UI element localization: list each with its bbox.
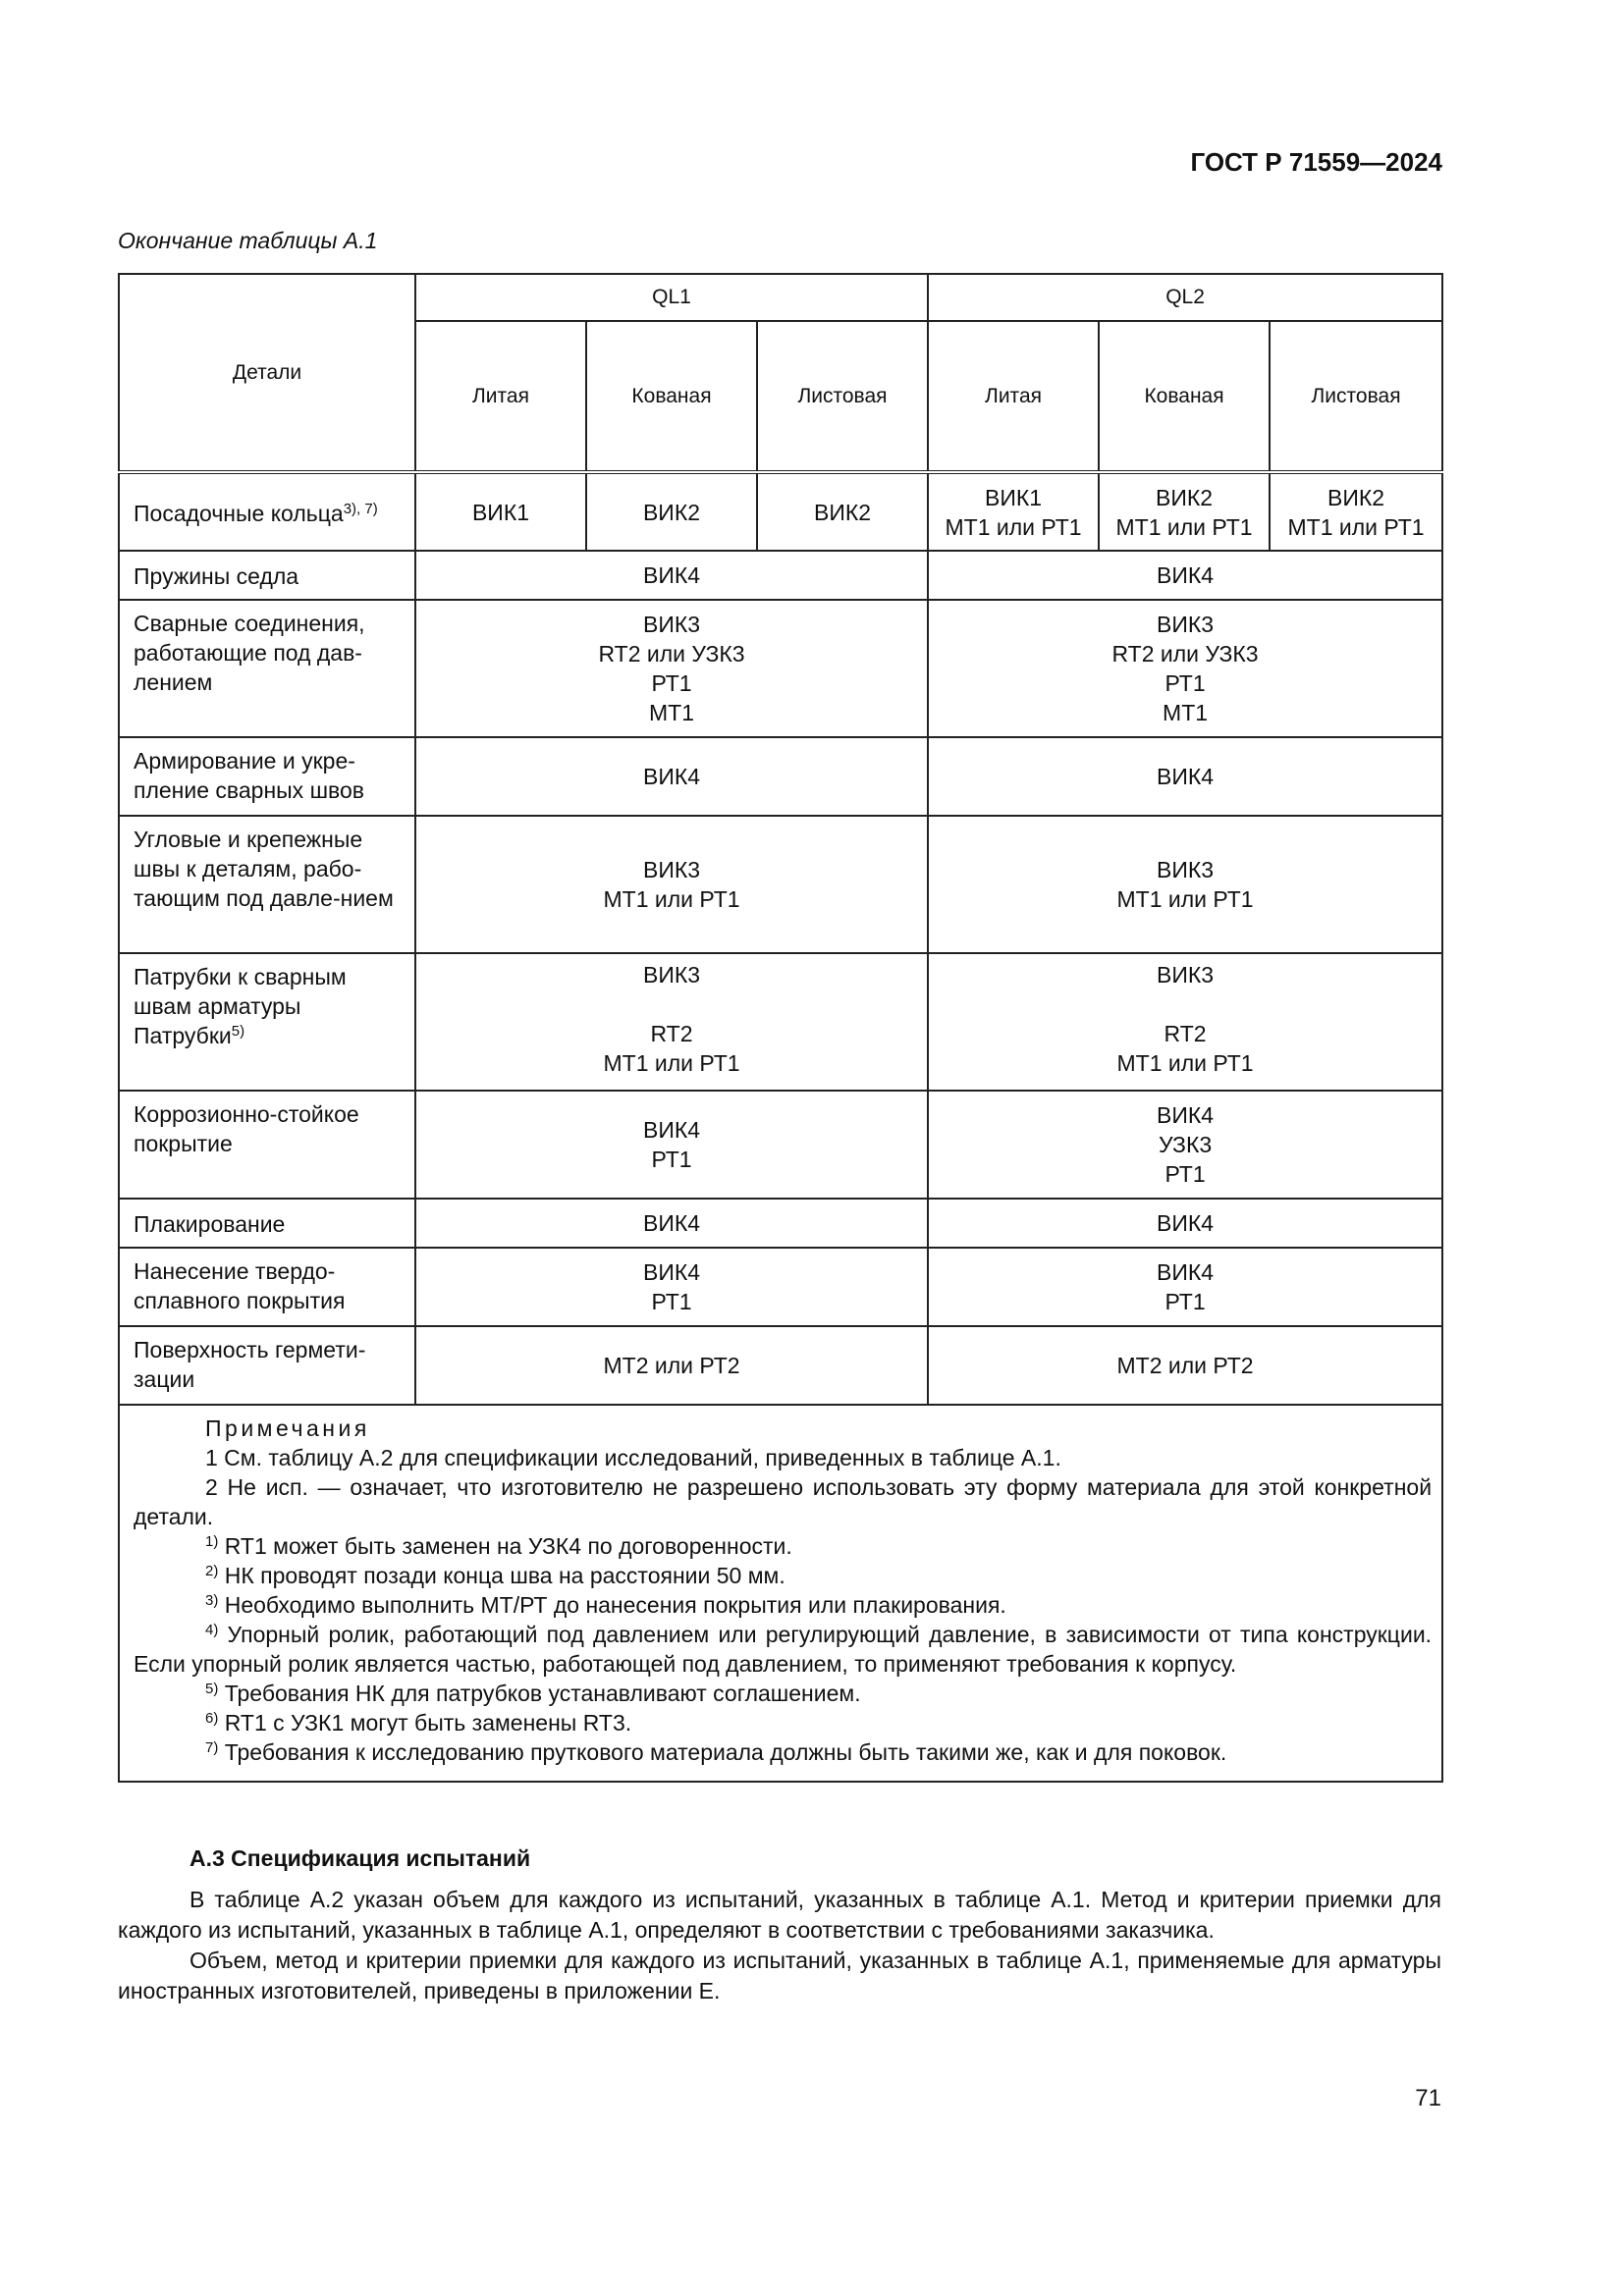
notes-title: Примечания [205,1415,370,1441]
table-header-row [119,274,1442,321]
value-cell: ВИК2 МТ1 или РТ1 [1270,472,1442,551]
value-cell-ql2: ВИК4 [928,1199,1442,1248]
column-header-parts: Детали [119,274,415,472]
table-row [119,472,1442,551]
part-name: Нанесение твердо-сплавного покрытия [119,1248,415,1326]
table-row [119,816,1442,953]
part-name: Коррозионно-стойкое покрытие [119,1091,415,1199]
section-heading: А.3 Спецификация испытаний [189,1845,531,1871]
part-name: Пружины седла [119,551,415,600]
table-caption: Окончание таблицы А.1 [118,228,378,253]
footnote-item: $^{6)}$ RT1 с УЗК1 могут быть заменены RT3. [205,1710,632,1735]
section-body [118,1885,1441,2006]
inspection-table [118,273,1443,1783]
value-cell: ВИК2 МТ1 или РТ1 [1099,472,1270,551]
form-header: Кованая [586,321,757,472]
table-row [119,1248,1442,1326]
form-header: Литая [928,321,1099,472]
paragraph: Объем, метод и критерии приемки для каждого из испытаний, указанных в таблице А.1, применяемые для арматуры иностранных изготовителей, приведены в приложении Е. [118,1948,1441,2003]
footnote-item: $^{5)}$ Требования НК для патрубков устанавливают соглашением. [205,1681,861,1706]
footnote-item: $^{7)}$ Требования к исследованию пруткового материала должны быть такими же, как и для поковок. [205,1739,1227,1765]
value-cell-ql2: ВИК3 RT2 или УЗК3 РТ1 МТ1 [928,600,1442,737]
value-cell-ql2: ВИК4 УЗК3 РТ1 [928,1091,1442,1199]
group-header-ql1: QL1 [415,274,928,321]
table-row [119,737,1442,816]
note-item: 2 Не исп. — означает, что изготовителю не разрешено использовать эту форму материала для этой конкретной детали. [134,1474,1433,1529]
table-row [119,1091,1442,1199]
value-cell-ql2: ВИК4 [928,737,1442,816]
value-cell: ВИК1 МТ1 или РТ1 [928,472,1099,551]
value-cell-ql1: ВИК4 [415,1199,928,1248]
standard-code: ГОСТ Р 71559—2024 [1190,147,1442,177]
form-header: Листовая [757,321,928,472]
part-name: Угловые и крепежные швы к деталям, рабо-тающим под давле-нием [119,816,415,953]
value-cell-ql2: МТ2 или РТ2 [928,1326,1442,1405]
part-name: Посадочные кольца$^{3), 7)}$ [119,472,415,551]
paragraph: В таблице А.2 указан объем для каждого из испытаний, указанных в таблице А.1. Метод и критерии приемки для каждого из испытаний, указанных в таблице А.1, определяют в соответствии с требованиями заказчика. [118,1887,1441,1943]
value-cell-ql1: ВИК4 [415,551,928,600]
value-cell-ql2: ВИК4 [928,551,1442,600]
footnote-item: $^{1)}$ RT1 может быть заменен на УЗК4 по договоренности. [205,1533,792,1559]
table-row [119,1199,1442,1248]
table-row [119,600,1442,737]
table-row [119,551,1442,600]
value-cell-ql1: ВИК3 RT2 МТ1 или РТ1 [415,953,928,1091]
value-cell-ql1: ВИК4 РТ1 [415,1248,928,1326]
footnote-item: $^{3)}$ Необходимо выполнить МТ/РТ до нанесения покрытия или плакирования. [205,1592,1006,1618]
form-header: Литая [415,321,586,472]
value-cell-ql1: ВИК4 РТ1 [415,1091,928,1199]
page-number: 71 [1415,2085,1441,2111]
value-cell-ql2: ВИК4 РТ1 [928,1248,1442,1326]
value-cell: ВИК1 [415,472,586,551]
part-name: Сварные соединения, работающие под дав-лением [119,600,415,737]
value-cell-ql1: ВИК3 RT2 или УЗК3 РТ1 МТ1 [415,600,928,737]
table-row [119,1326,1442,1405]
notes-row [119,1405,1442,1782]
form-header: Листовая [1270,321,1442,472]
part-name: Армирование и укре-пление сварных швов [119,737,415,816]
value-cell-ql2: ВИК3 RT2 МТ1 или РТ1 [928,953,1442,1091]
value-cell: ВИК2 [757,472,928,551]
footnote-item: $^{4)}$ Упорный ролик, работающий под давлением или регулирующий давление, в зависимости от типа конструкции. Если упорный ролик является частью, работающей под давлением, то применяют требования к корпусу. [134,1622,1433,1677]
group-header-ql2: QL2 [928,274,1442,321]
part-name: Патрубки к сварным швам арматуры Патрубки$^{5)}$ [119,953,415,1091]
part-name: Поверхность гермети-зации [119,1326,415,1405]
part-name: Плакирование [119,1199,415,1248]
value-cell-ql1: ВИК4 [415,737,928,816]
table-row [119,953,1442,1091]
footnote-item: $^{2)}$ НК проводят позади конца шва на расстоянии 50 мм. [205,1563,785,1588]
form-header: Кованая [1099,321,1270,472]
value-cell-ql1: ВИК3 МТ1 или РТ1 [415,816,928,953]
value-cell-ql2: ВИК3 МТ1 или РТ1 [928,816,1442,953]
table-notes [119,1405,1442,1782]
note-item: 1 См. таблицу А.2 для спецификации исследований, приведенных в таблице А.1. [205,1445,1061,1470]
value-cell: ВИК2 [586,472,757,551]
value-cell-ql1: МТ2 или РТ2 [415,1326,928,1405]
